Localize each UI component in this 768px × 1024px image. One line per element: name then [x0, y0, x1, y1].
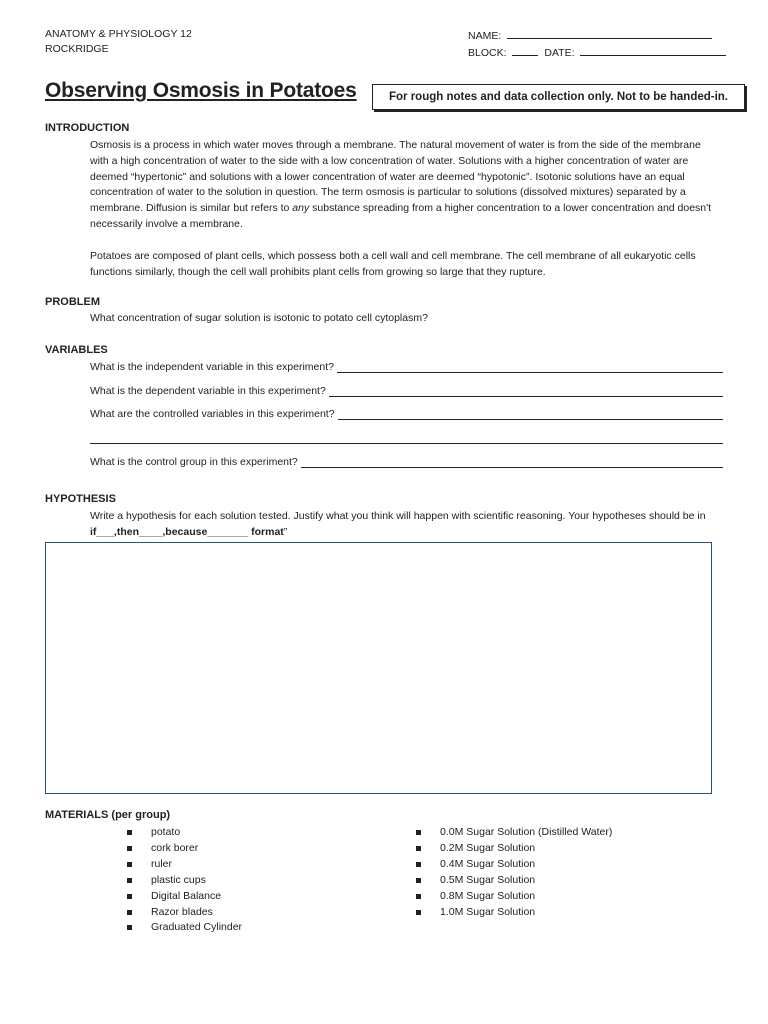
- date-blank[interactable]: [580, 44, 726, 56]
- problem-heading: PROBLEM: [45, 296, 100, 308]
- list-item: plastic cups: [127, 873, 242, 889]
- hypothesis-answer-box[interactable]: [45, 542, 712, 794]
- header-left: [45, 27, 192, 57]
- block-blank[interactable]: [512, 44, 538, 56]
- page-title: Observing Osmosis in Potatoes: [45, 79, 357, 102]
- hypothesis-instructions: [90, 509, 722, 541]
- materials-list-solutions: [416, 825, 612, 920]
- answer-line[interactable]: [329, 386, 723, 397]
- materials-heading: [45, 809, 170, 821]
- intro-text-b: substance spreading from a higher concentration to a lower concentration and doesn't necessarily involve a membrane.: [90, 202, 712, 230]
- list-item: ruler: [127, 857, 242, 873]
- controlled-variables-question[interactable]: [90, 406, 723, 420]
- answer-line[interactable]: [301, 457, 723, 468]
- list-item: Razor blades: [127, 905, 242, 921]
- q-controlled-label: What are the controlled variables in this experiment?: [90, 408, 335, 420]
- intro-text-a: Osmosis is a process in which water moves through a membrane. The natural movement of water is from the side of the membrane with a high concentration of water to the side with a low concentration of water. Solutions with a higher concentration of water are deemed “hypertonic” and solutions with a lower concentration of water are deemed “hypotonic”. Isotonic solutions have an equal concentration of water to the solution in question. The term osmosis is particular to solutions (dissolved mixtures) separated by a membrane. Diffusion is similar but refers to: [90, 139, 701, 215]
- hypothesis-text-end: ”: [283, 525, 288, 538]
- list-item: 0.4M Sugar Solution: [416, 857, 612, 873]
- header-right: [468, 27, 726, 61]
- independent-variable-question[interactable]: [90, 359, 723, 373]
- name-blank[interactable]: [507, 27, 712, 39]
- list-item: potato: [127, 825, 242, 841]
- introduction-paragraph-1: [90, 138, 722, 233]
- materials-list-equipment: [127, 825, 242, 936]
- dependent-variable-question[interactable]: [90, 383, 723, 397]
- answer-line[interactable]: [337, 362, 723, 373]
- hypothesis-text: Write a hypothesis for each solution tested. Justify what you think will happen with scientific reasoning. Your hypotheses should be in: [90, 510, 706, 522]
- answer-line-extra[interactable]: [90, 443, 723, 444]
- block-label: BLOCK:: [468, 47, 507, 59]
- date-label: DATE:: [544, 47, 575, 59]
- name-field[interactable]: [468, 27, 726, 44]
- variables-heading: VARIABLES: [45, 344, 108, 356]
- q-independent-label: What is the independent variable in this experiment?: [90, 361, 334, 373]
- list-item: Graduated Cylinder: [127, 920, 242, 936]
- q-dependent-label: What is the dependent variable in this experiment?: [90, 385, 326, 397]
- control-group-question[interactable]: [90, 454, 723, 468]
- materials-heading-text: MATERIALS: [45, 809, 109, 821]
- list-item: cork borer: [127, 841, 242, 857]
- school-name: ROCKRIDGE: [45, 43, 109, 55]
- hypothesis-format: if___,then____,because_______ format: [90, 525, 284, 538]
- course-name: ANATOMY & PHYSIOLOGY 12: [45, 28, 192, 40]
- name-label: NAME:: [468, 30, 502, 42]
- notice-box: For rough notes and data collection only. Not to be handed-in.: [372, 84, 745, 110]
- list-item: Digital Balance: [127, 889, 242, 905]
- block-date-field[interactable]: [468, 44, 726, 61]
- answer-line[interactable]: [338, 409, 723, 420]
- list-item: 0.8M Sugar Solution: [416, 889, 612, 905]
- intro-text-emphasis: any: [292, 202, 310, 215]
- list-item: 0.0M Sugar Solution (Distilled Water): [416, 825, 612, 841]
- hypothesis-heading: HYPOTHESIS: [45, 493, 116, 505]
- introduction-heading: INTRODUCTION: [45, 122, 130, 134]
- q-control-group-label: What is the control group in this experiment?: [90, 456, 298, 468]
- materials-heading-suffix: (per group): [111, 809, 171, 821]
- list-item: 1.0M Sugar Solution: [416, 905, 612, 921]
- problem-text: What concentration of sugar solution is isotonic to potato cell cytoplasm?: [90, 312, 428, 324]
- list-item: 0.5M Sugar Solution: [416, 873, 612, 889]
- list-item: 0.2M Sugar Solution: [416, 841, 612, 857]
- introduction-paragraph-2: Potatoes are composed of plant cells, which possess both a cell wall and cell membrane. The cell membrane of all eukaryotic cells functions similarly, though the cell wall prohibits plant cells from growing so large that they rupture.: [90, 250, 696, 278]
